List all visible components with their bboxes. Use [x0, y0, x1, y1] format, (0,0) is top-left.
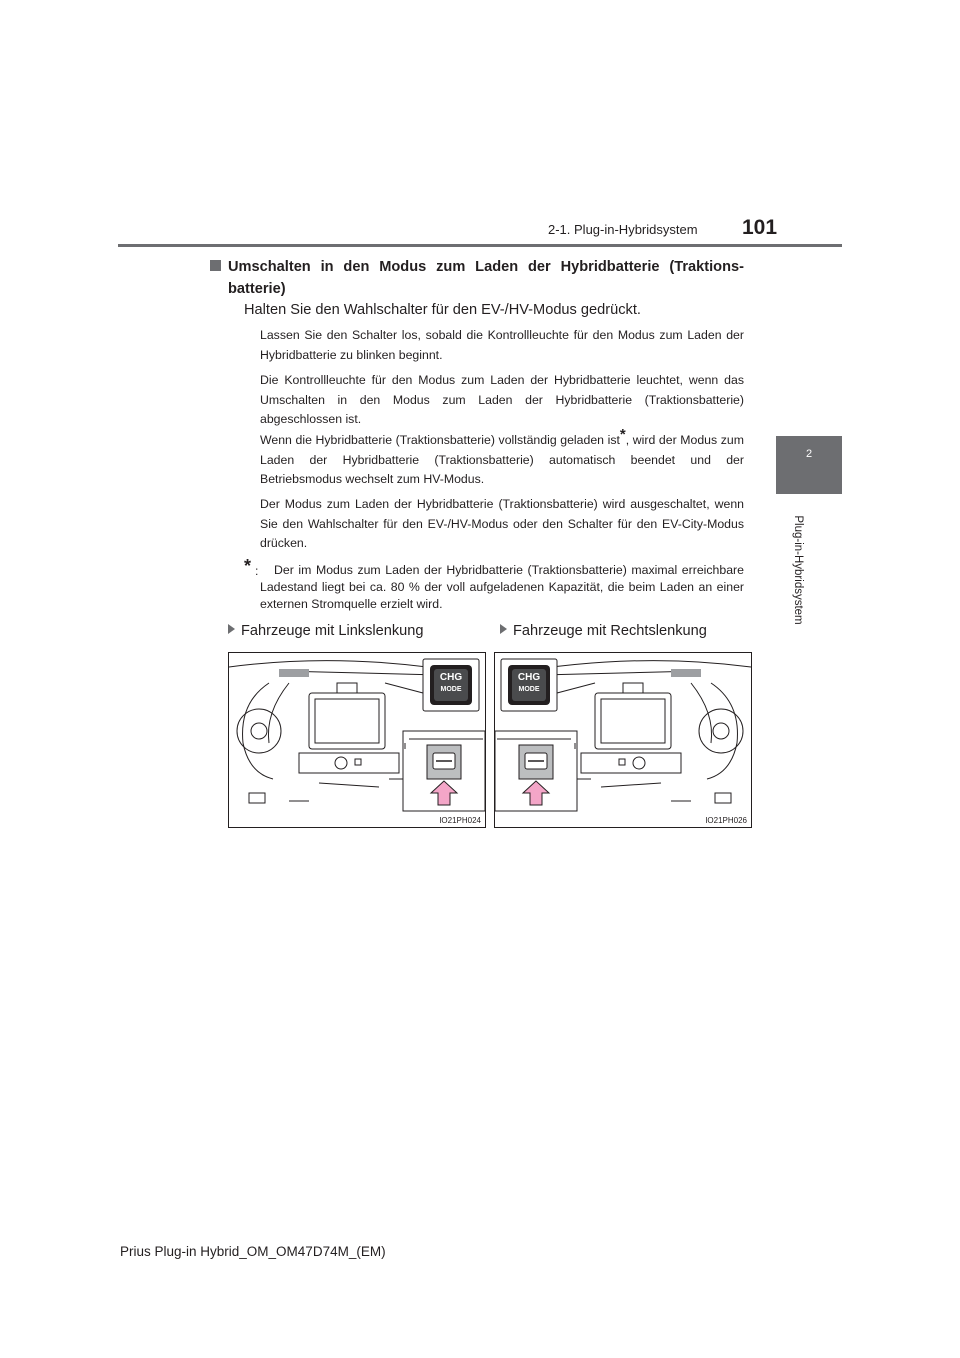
heading-square-icon	[210, 260, 221, 271]
figure-code: IO21PH024	[439, 816, 481, 825]
instruction-text: Halten Sie den Wahlschalter für den EV-/HV-Modus gedrückt.	[244, 302, 641, 318]
figure-lhd-dashboard	[228, 652, 486, 828]
footnote-ref: *	[619, 425, 626, 443]
chg-mode-indicator-icon: CHG MODE	[439, 672, 463, 693]
section-heading-text: Umschalten in den Modus zum Laden der Hybridbatterie (Traktions-batterie)	[228, 259, 744, 297]
page-number: 101	[742, 216, 778, 239]
footnote-colon: :	[255, 564, 259, 578]
footnote-body: Der im Modus zum Laden der Hybridbatterie (Traktionsbatterie) maximal erreichbare Ladestand liegt bei ca. 80 % der voll aufgeladenen Kapazität, die beim Laden an einer externen Stromquelle erzielt wird.	[260, 563, 744, 611]
chapter-tab-label: Plug-in-Hybridsystem	[792, 515, 804, 625]
figure-caption-lhd: Fahrzeuge mit Linkslenkung	[228, 623, 424, 639]
chapter-tab-number: 2	[805, 448, 813, 460]
note-paragraph: Lassen Sie den Schalter los, sobald die Kontrollleuchte für den Modus zum Laden der Hybridbatterie zu blinken beginnt.	[260, 328, 744, 362]
figure-caption-rhd: Fahrzeuge mit Rechtslenkung	[500, 623, 707, 639]
header-rule	[118, 244, 842, 247]
note-paragraph: Der Modus zum Laden der Hybridbatterie (Traktionsbatterie) wird ausgeschaltet, wenn Sie den Wahlschalter für den EV-/HV-Modus oder den Schalter für den EV-City-Modus drücken.	[260, 497, 744, 550]
chg-mode-indicator-icon: CHG MODE	[517, 672, 541, 693]
footnote-text	[260, 562, 744, 613]
footer-doc-id: Prius Plug-in Hybrid_OM_OM47D74M_(EM)	[120, 1244, 386, 1259]
running-header: 2-1. Plug-in-Hybridsystem	[548, 222, 698, 237]
chapter-tab[interactable]	[776, 436, 842, 494]
note-text: Wenn die Hybridbatterie (Traktionsbatterie) vollständig geladen ist	[260, 433, 620, 447]
footnote-marker: *	[244, 556, 252, 576]
note-paragraph	[260, 425, 744, 490]
figure-rhd-dashboard	[494, 652, 752, 828]
triangle-bullet-icon	[228, 624, 235, 634]
note-text: , wird der Modus zum Laden der Hybridbatterie (Traktionsbatterie) automatisch beendet und der Betriebsmodus wechselt zum HV-Modus.	[260, 433, 744, 486]
note-paragraph: Die Kontrollleuchte für den Modus zum Laden der Hybridbatterie leuchtet, wenn das Umschalten in den Modus zum Laden der Hybridbatterie (Traktionsbatterie) abgeschlossen ist.	[260, 373, 744, 426]
figure-code: IO21PH026	[705, 816, 747, 825]
section-heading	[228, 256, 744, 300]
triangle-bullet-icon	[500, 624, 507, 634]
chapter-tab-label-wrap	[792, 510, 804, 630]
